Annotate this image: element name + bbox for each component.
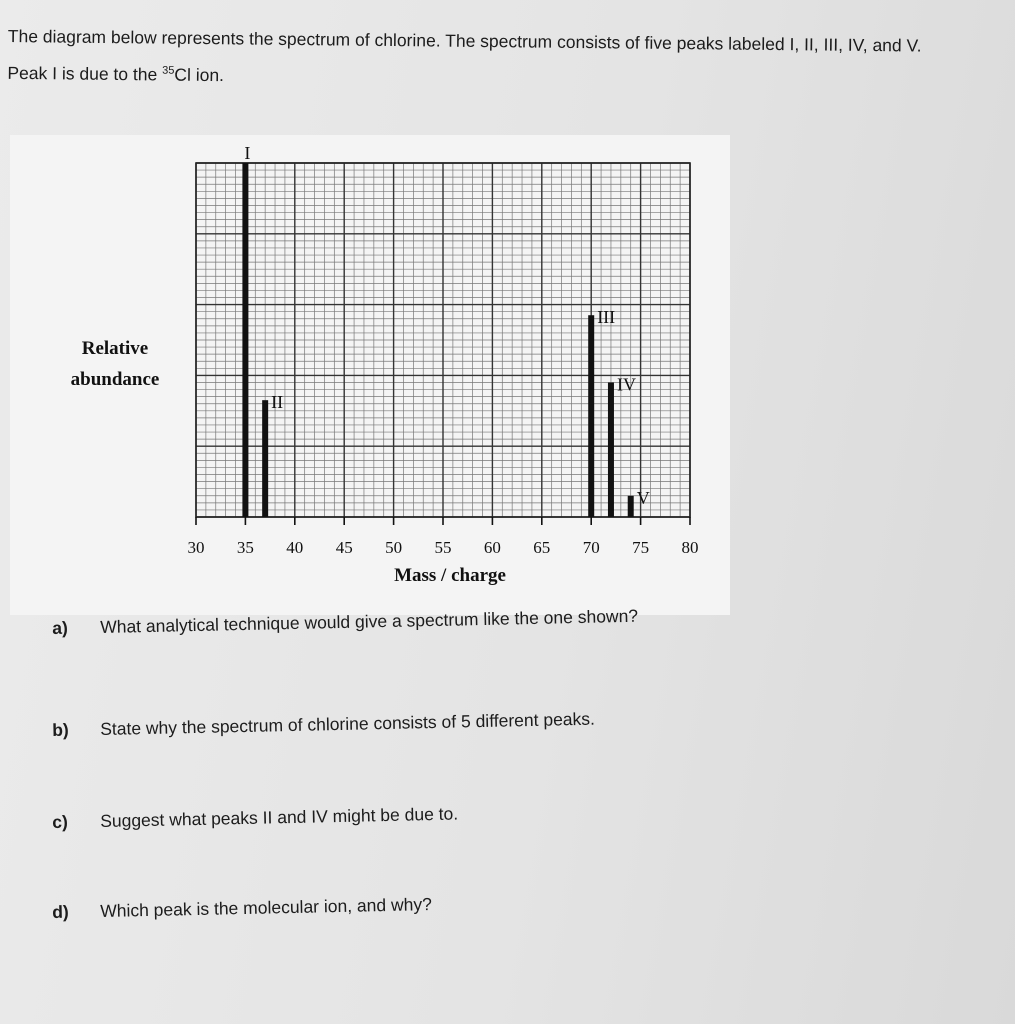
peak-label-V: V (636, 487, 650, 508)
question-a-label: a) (52, 617, 68, 638)
x-tick-label: 45 (335, 538, 353, 557)
intro-line-2: Peak I is due to the $^{35}$Cl ion. (7, 62, 225, 86)
question-intro (7, 20, 1008, 100)
mass-spectrum-chart (10, 135, 730, 615)
x-tick-label: 60 (483, 538, 501, 557)
x-tick-label: 80 (681, 538, 699, 557)
question-b-label: b) (52, 719, 69, 740)
peak-bar-IV (608, 382, 614, 517)
x-tick-label: 40 (286, 538, 304, 557)
x-tick-label: 70 (582, 538, 600, 557)
x-axis-label: Mass / charge (394, 565, 506, 586)
question-c-label: c) (52, 811, 68, 832)
x-axis-ticks (188, 517, 699, 557)
peak-label-II: II (271, 392, 284, 413)
question-d-label: d) (52, 901, 69, 922)
peak-bar-I (242, 163, 248, 517)
x-tick-label: 35 (236, 538, 254, 557)
x-tick-label: 65 (533, 538, 551, 557)
question-c (52, 803, 458, 832)
question-a-text: What analytical technique would give a spectrum like the one shown? (99, 605, 639, 637)
y-axis-label-line-1: Relative (81, 338, 149, 359)
peaks (242, 143, 649, 517)
question-c-text: Suggest what peaks II and IV might be due to. (99, 803, 459, 831)
x-tick-label: 75 (632, 538, 650, 557)
question-d-text: Which peak is the molecular ion, and why? (99, 894, 433, 921)
x-tick-label: 55 (434, 538, 452, 557)
question-b (52, 709, 595, 741)
question-d (52, 894, 432, 923)
x-tick-label: 50 (385, 538, 403, 557)
peak-label-I: I (244, 143, 251, 163)
peak-label-IV: IV (616, 374, 636, 395)
intro-line-1: The diagram below represents the spectrum of chlorine. The spectrum consists of five peaks labeled I, II, III, IV, and V. (7, 25, 922, 56)
question-b-text: State why the spectrum of chlorine consists of 5 different peaks. (99, 708, 596, 739)
peak-bar-III (588, 315, 594, 517)
mass-spectrum-figure (10, 135, 730, 615)
x-tick-label: 30 (187, 538, 205, 557)
peak-bar-V (628, 496, 634, 517)
y-axis-label-line-2: abundance (70, 369, 160, 390)
peak-label-III: III (597, 307, 616, 328)
peak-bar-II (262, 400, 268, 517)
